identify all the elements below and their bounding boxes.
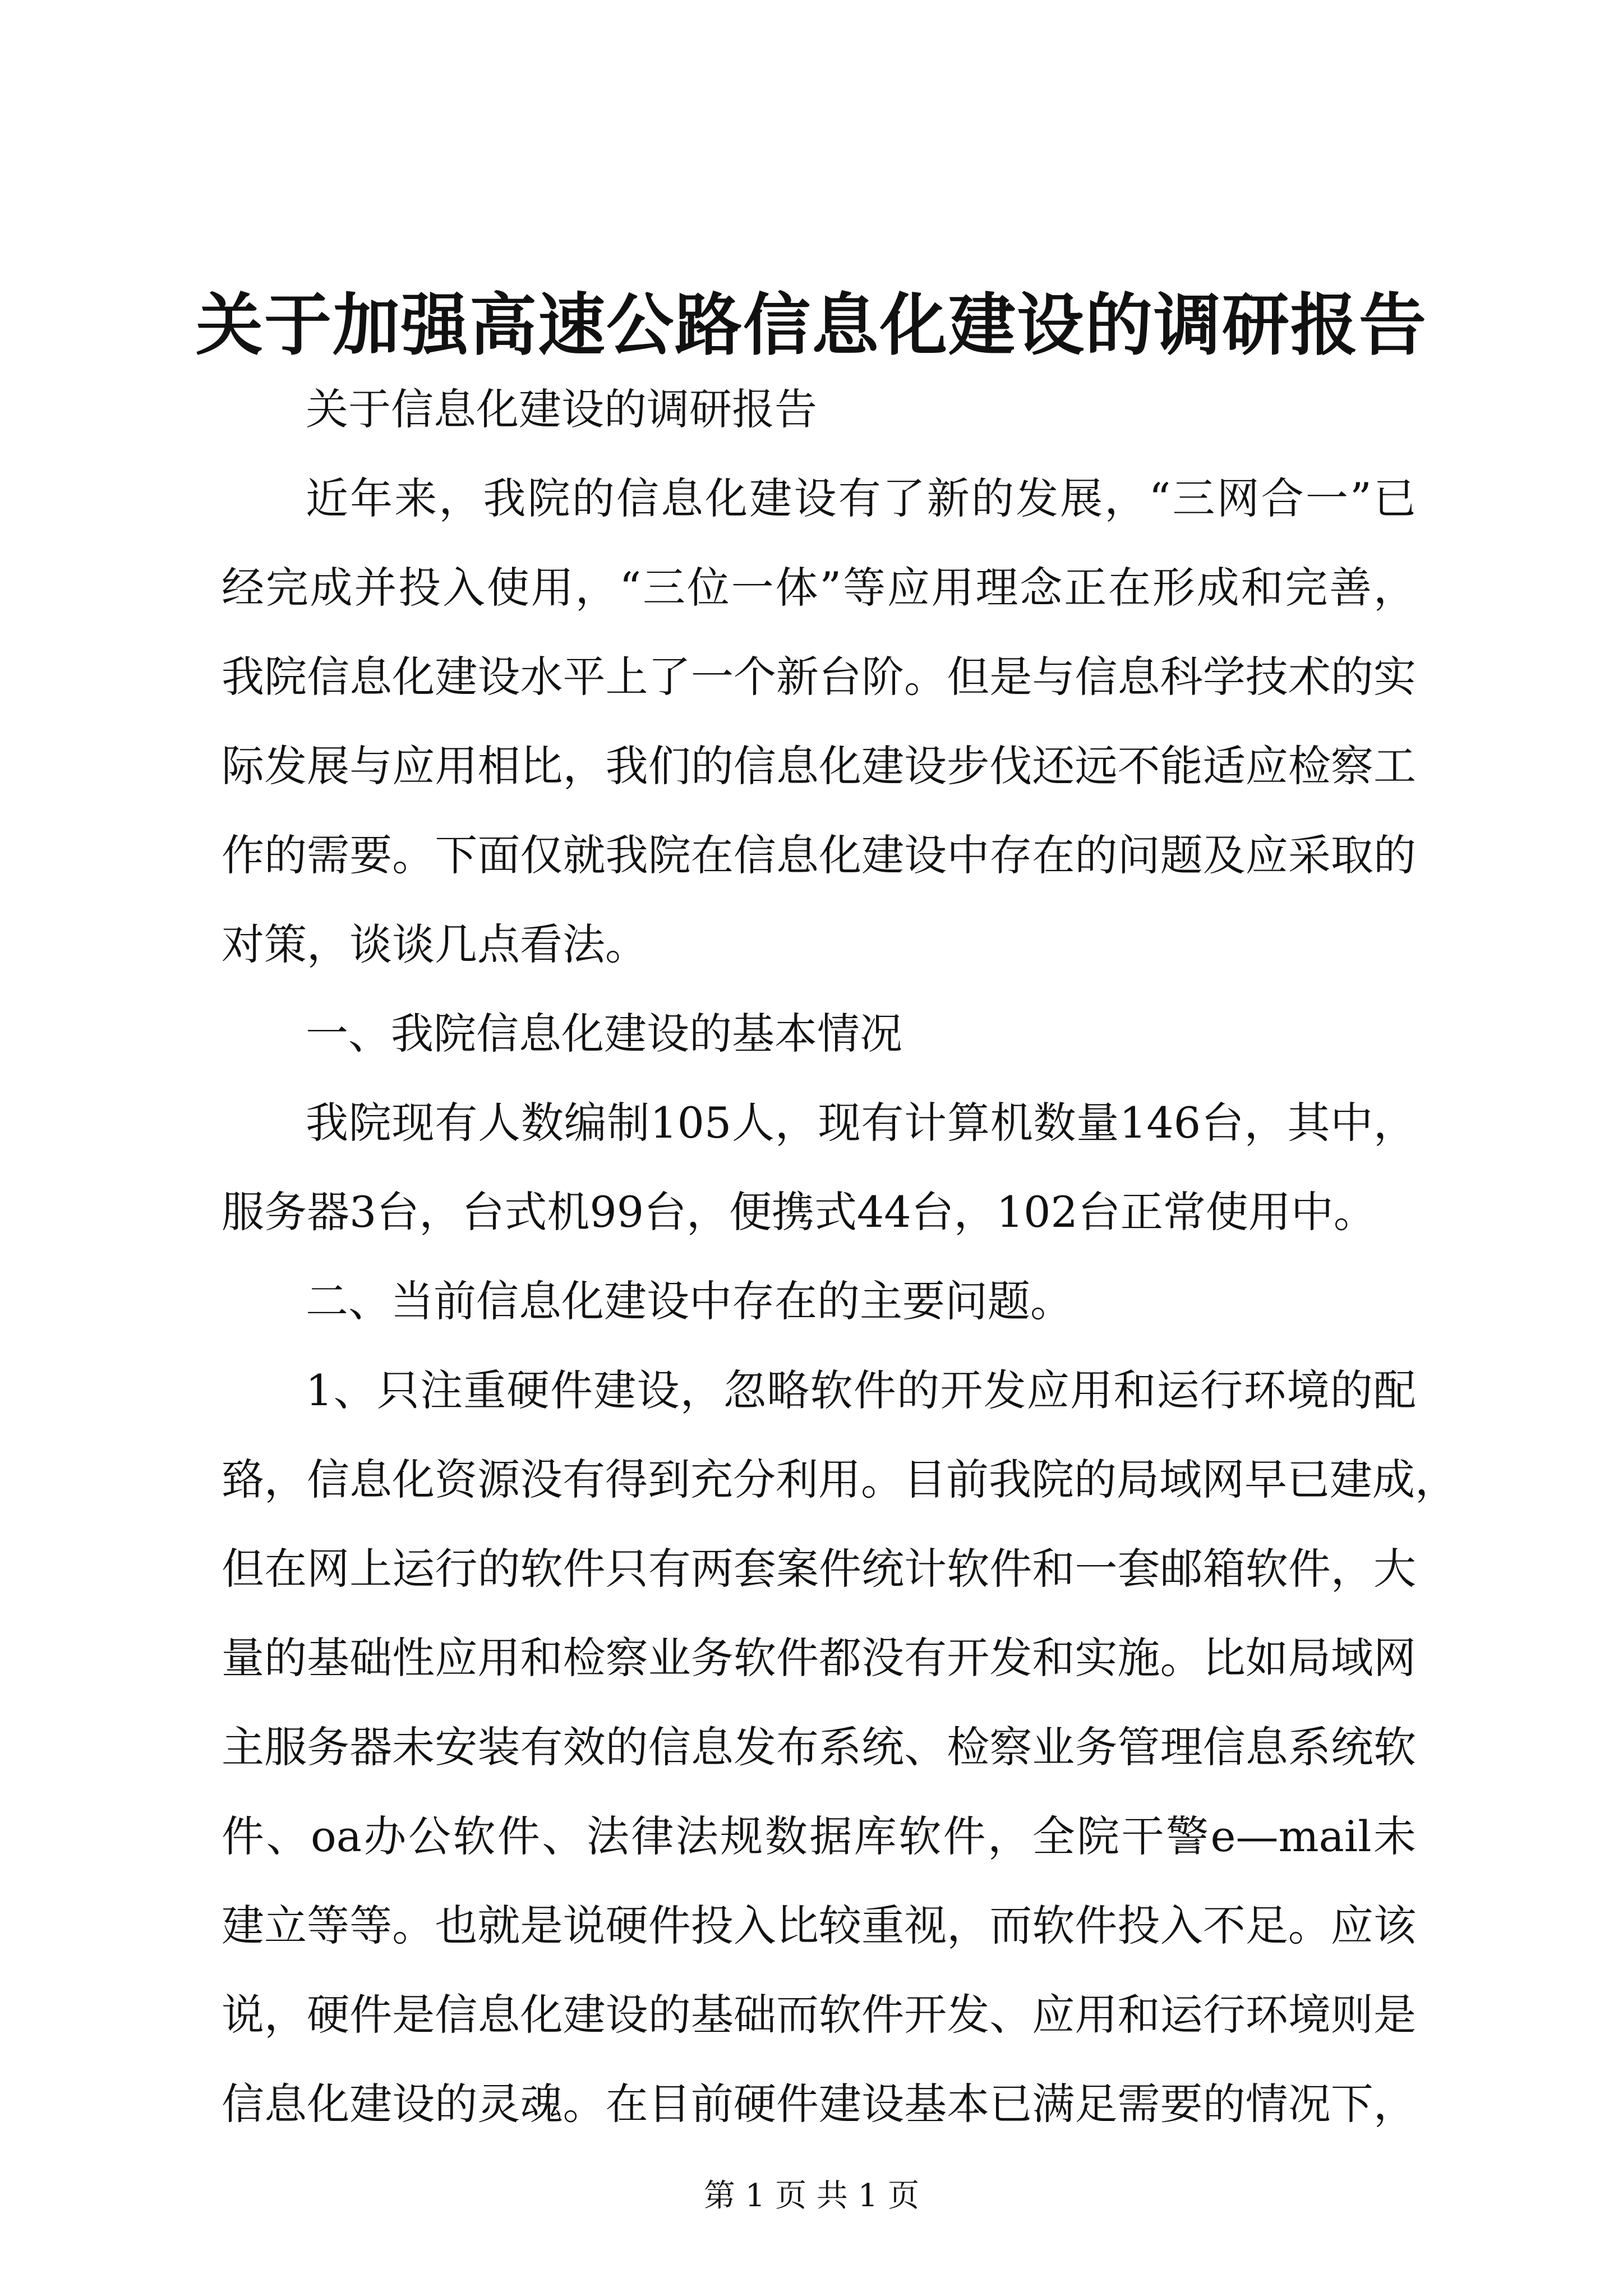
- paragraph-line: 作的需要。下面仅就我院在信息化建设中存在的问题及应采取的: [222, 830, 1416, 880]
- paragraph-line: 说，硬件是信息化建设的基础而软件开发、应用和运行环境则是: [222, 1990, 1416, 2040]
- section-heading: 一、我院信息化建设的基本情况: [306, 1009, 902, 1059]
- paragraph-line: 量的基础性应用和检察业务软件都没有开发和实施。比如局域网: [222, 1633, 1416, 1683]
- paragraph-line: 建立等等。也就是说硬件投入比较重视，而软件投入不足。应该: [222, 1901, 1416, 1950]
- section-heading: 二、当前信息化建设中存在的主要问题。: [306, 1276, 1073, 1326]
- paragraph-line: 服务器3台，台式机99台，便携式44台，102台正常使用中。: [222, 1187, 1376, 1237]
- paragraph-line: 我院现有人数编制105人，现有计算机数量146台，其中，: [306, 1098, 1416, 1148]
- paragraph-line: 经完成并投入使用，“三位一体”等应用理念正在形成和完善，: [222, 563, 1416, 613]
- paragraph-line: 但在网上运行的软件只有两套案件统计软件和一套邮箱软件，大: [222, 1544, 1416, 1594]
- paragraph-line: 1、只注重硬件建设，忽略软件的开发应用和运行环境的配: [306, 1365, 1416, 1415]
- paragraph-line: 对策，谈谈几点看法。: [222, 919, 648, 969]
- paragraph-line: 臵，信息化资源没有得到充分利用。目前我院的局域网早已建成，: [222, 1455, 1458, 1504]
- paragraph-line: 信息化建设的灵魂。在目前硬件建设基本已满足需要的情况下，: [222, 2079, 1416, 2129]
- document-title: 关于加强高速公路信息化建设的调研报告: [196, 286, 1427, 365]
- paragraph-line: 际发展与应用相比，我们的信息化建设步伐还远不能适应检察工: [222, 741, 1416, 791]
- page-footer: 第 1 页 共 1 页: [703, 2178, 920, 2214]
- paragraph-line: 近年来，我院的信息化建设有了新的发展，“三网合一”已: [306, 473, 1416, 523]
- paragraph-line: 我院信息化建设水平上了一个新台阶。但是与信息科学技术的实: [222, 652, 1416, 702]
- document-subtitle: 关于信息化建设的调研报告: [306, 384, 817, 434]
- paragraph-line: 主服务器未安装有效的信息发布系统、检察业务管理信息系统软: [222, 1722, 1416, 1772]
- paragraph-line: 件、oa办公软件、法律法规数据库软件，全院干警e—mail未: [222, 1811, 1416, 1861]
